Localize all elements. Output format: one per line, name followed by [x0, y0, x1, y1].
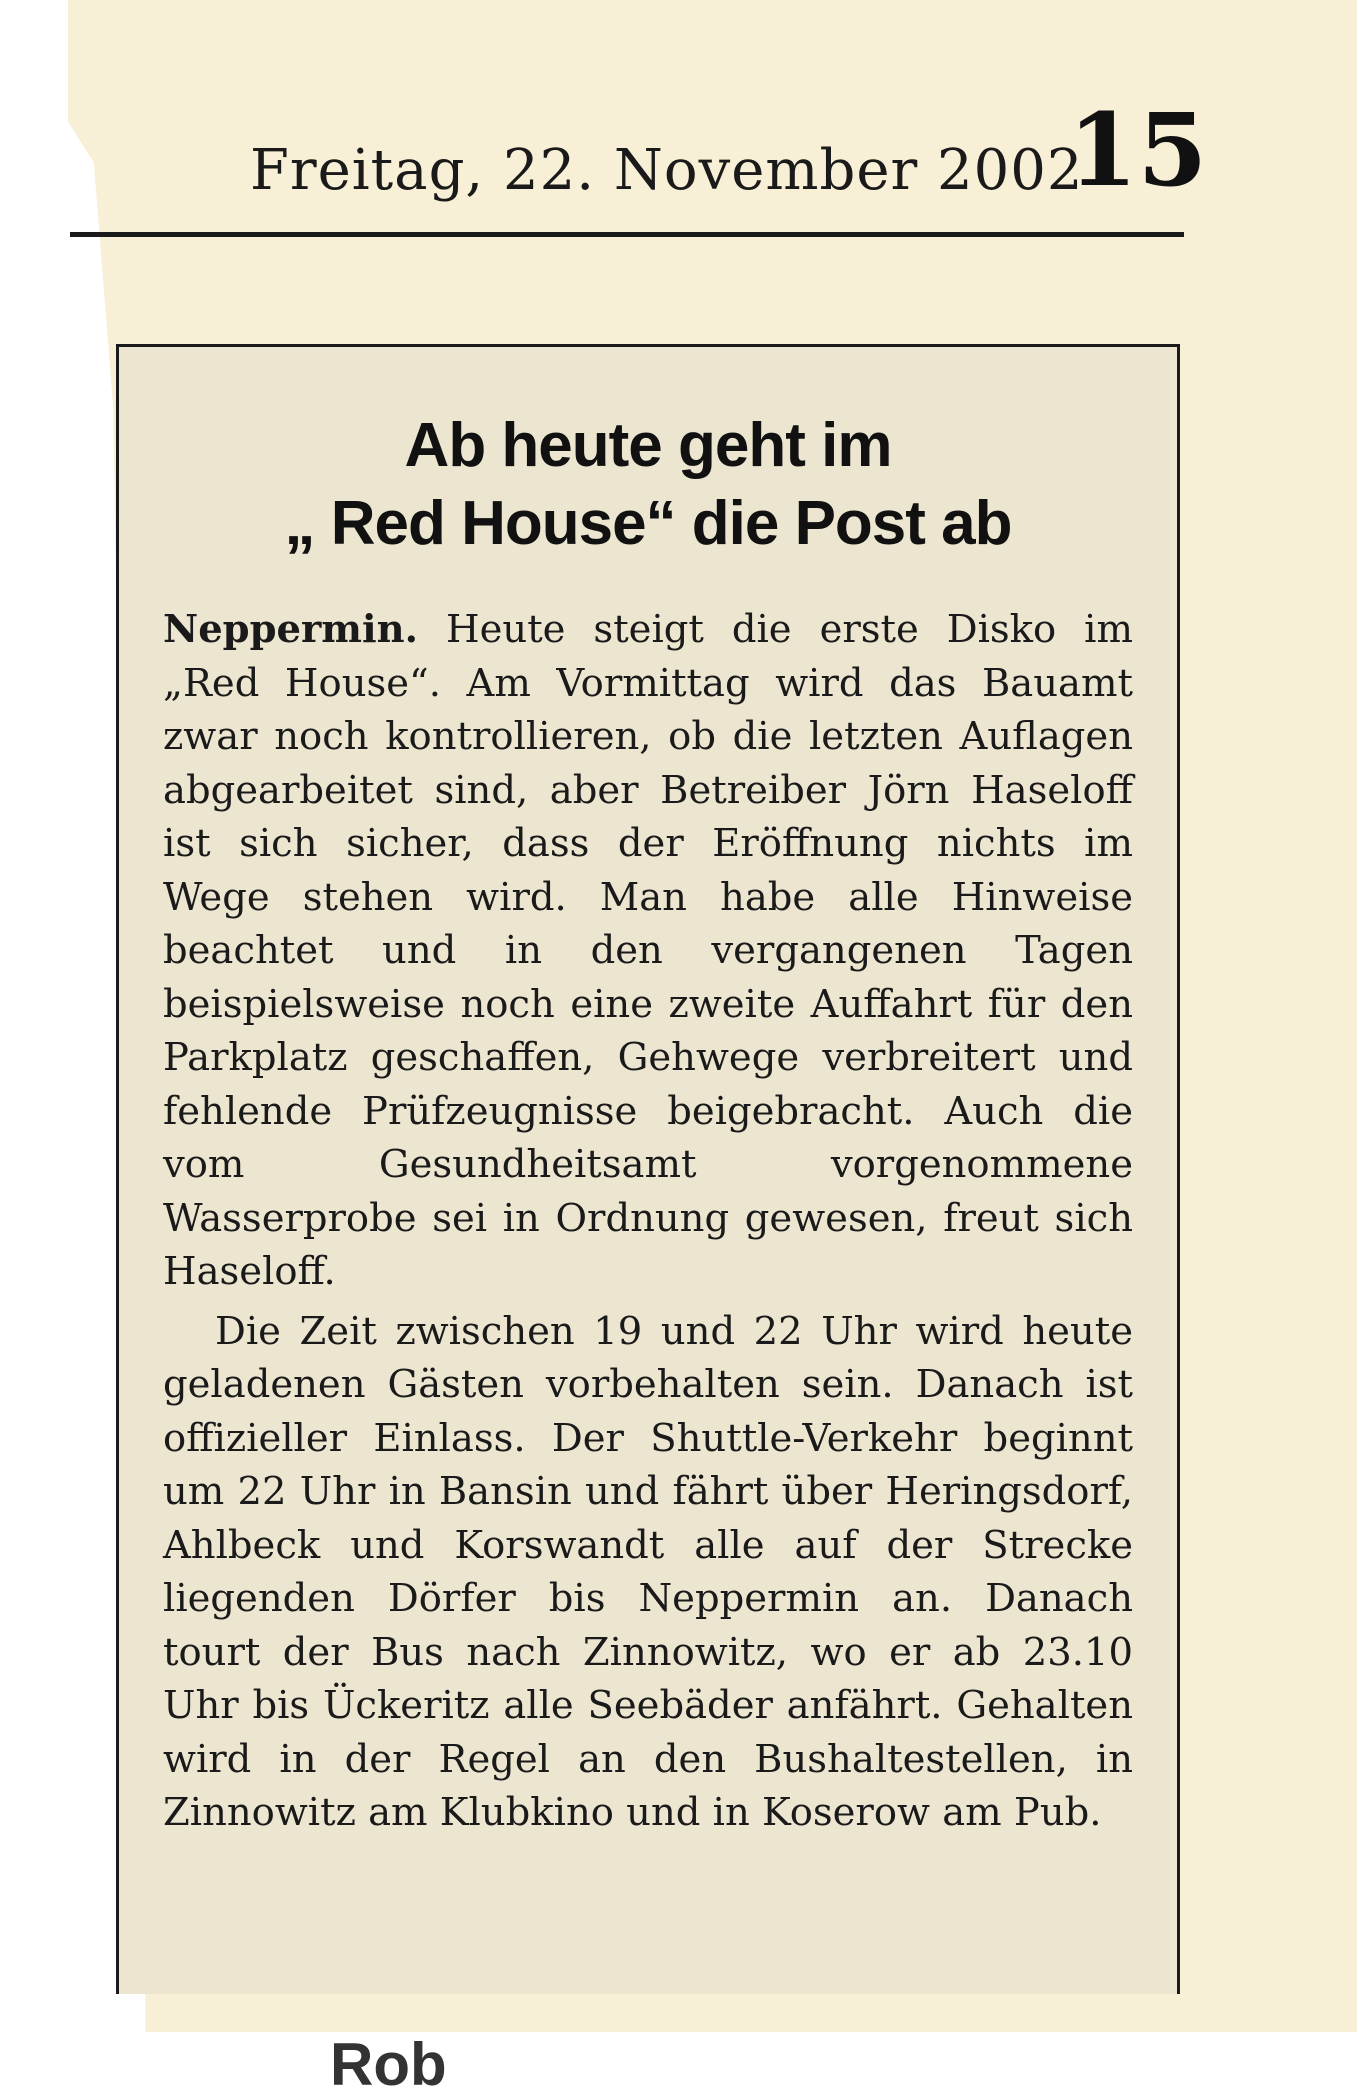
article-box	[116, 344, 1180, 1994]
header-rule	[70, 232, 1184, 237]
article-body	[163, 603, 1133, 1840]
paragraph-2: Die Zeit zwischen 19 und 22 Uhr wird heute geladenen Gästen vorbehalten sein. Danach ist offizieller Einlass. Der Shuttle-Verkehr beginnt um 22 Uhr in Bansin und fährt über Heringsdorf, Ahlbeck und Korswandt alle auf der Strecke liegenden Dörfer bis Neppermin an. Danach tourt der Bus nach Zinnowitz, wo er ab 23.10 Uhr bis Ückeritz alle Seebäder anfährt. Gehalten wird in der Regel an den Bushaltestellen, in Zinnowitz am Klubkino und in Koserow am Pub.	[163, 1308, 1133, 1835]
paragraph-1-text: Heute steigt die erste Disko im „Red House“. Am Vormittag wird das Bauamt zwar noch kontrollieren, ob die letzten Auflagen abgearbeitet sind, aber Betreiber Jörn Haseloff ist sich sicher, dass der Eröffnung nichts im Wege stehen wird. Man habe alle Hinweise beachtet und in den vergangenen Tagen beispielsweise noch eine zweite Auffahrt für den Parkplatz geschaffen, Gehwege verbreitert und fehlende Prüfzeugnisse beigebracht. Auch die vom Gesundheitsamt vorgenommene Wasserprobe sei in Ordnung gewesen, freut sich Haseloff.	[163, 607, 1133, 1294]
headline-line-2: „ Red House“ die Post ab	[284, 489, 1012, 558]
paragraph-1	[163, 603, 1133, 1299]
page-number: 15	[1068, 91, 1208, 209]
headline-line-1: Ab heute geht im	[404, 411, 892, 480]
issue-date: Freitag, 22. November 2002	[250, 138, 1084, 203]
article-headline	[119, 407, 1177, 563]
cutoff-next-headline	[330, 2020, 630, 2098]
dateline: Neppermin.	[163, 607, 419, 652]
cutoff-text: Rob	[330, 2031, 447, 2098]
